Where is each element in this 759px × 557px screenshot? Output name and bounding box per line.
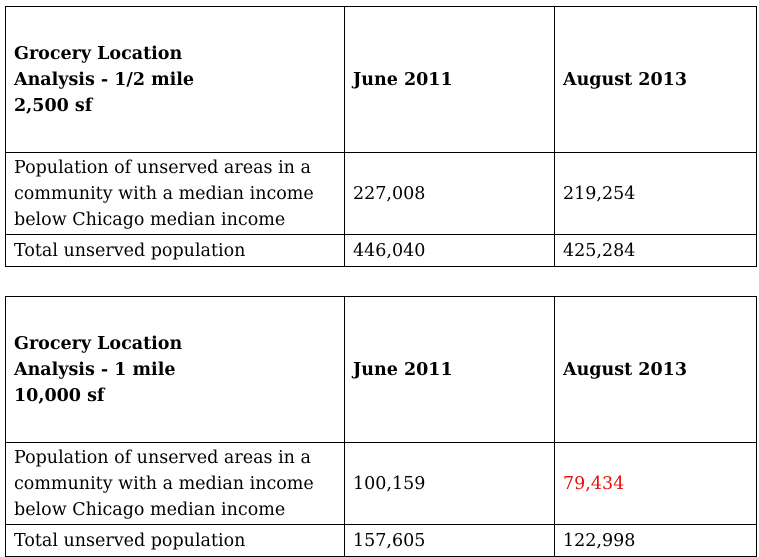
- value-cell: 227,008: [345, 153, 555, 235]
- value-cell: 157,605: [345, 525, 555, 557]
- grocery-analysis-half-mile-table: [5, 6, 757, 267]
- row-label-line: community with a median income: [14, 473, 314, 494]
- table-title-cell: [6, 7, 345, 153]
- value-cell: 425,284: [555, 235, 757, 267]
- table-row: [6, 443, 757, 525]
- table-title-line: Analysis - 1 mile: [14, 359, 176, 380]
- table-row: [6, 525, 757, 557]
- table-header-row: [6, 297, 757, 443]
- row-label-line: Population of unserved areas in a: [14, 157, 311, 178]
- column-header-august-2013: August 2013: [555, 7, 757, 153]
- row-label-cell: Total unserved population: [6, 235, 345, 267]
- table-header-row: [6, 7, 757, 153]
- table-title-line: 10,000 sf: [14, 385, 105, 406]
- column-header-august-2013: August 2013: [555, 297, 757, 443]
- row-label-line: below Chicago median income: [14, 209, 286, 230]
- table-title-line: 2,500 sf: [14, 95, 93, 116]
- table-title-line: Grocery Location: [14, 43, 183, 64]
- table-title-cell: [6, 297, 345, 443]
- row-label-cell: Total unserved population: [6, 525, 345, 557]
- row-label-cell: [6, 443, 345, 525]
- value-cell: 100,159: [345, 443, 555, 525]
- grocery-analysis-one-mile-table: [5, 296, 757, 557]
- column-header-june-2011: June 2011: [345, 7, 555, 153]
- row-label-line: below Chicago median income: [14, 499, 286, 520]
- value-cell: 446,040: [345, 235, 555, 267]
- table-title-line: Analysis - 1/2 mile: [14, 69, 195, 90]
- row-label-line: community with a median income: [14, 183, 314, 204]
- table-title-line: Grocery Location: [14, 333, 183, 354]
- column-header-june-2011: June 2011: [345, 297, 555, 443]
- table-row: [6, 153, 757, 235]
- row-label-line: Population of unserved areas in a: [14, 447, 311, 468]
- table-row: [6, 235, 757, 267]
- row-label-cell: [6, 153, 345, 235]
- value-cell: 122,998: [555, 525, 757, 557]
- value-cell: 219,254: [555, 153, 757, 235]
- highlighted-value-cell: 79,434: [555, 443, 757, 525]
